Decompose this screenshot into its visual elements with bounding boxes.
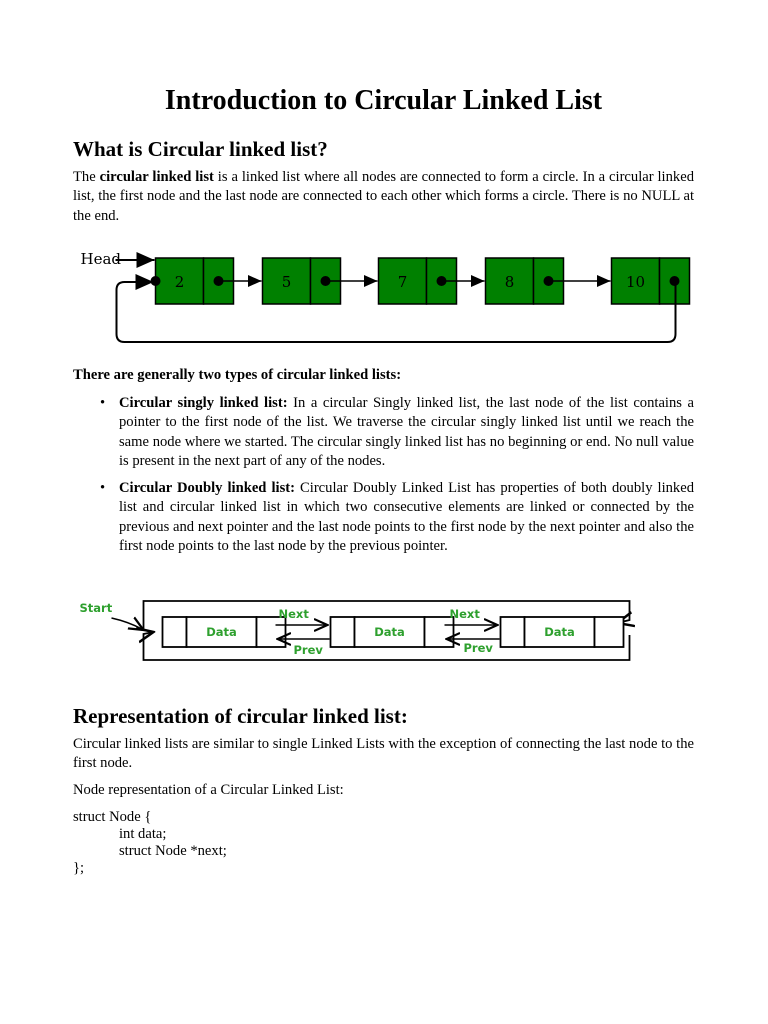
code-line: struct Node *next;: [119, 843, 227, 859]
node-value: 8: [504, 273, 515, 291]
bullet: •: [100, 480, 106, 497]
intro-bold-term: circular linked list: [99, 169, 214, 185]
list-item-singly: [73, 394, 694, 471]
start-label: Start: [79, 601, 113, 615]
types-heading: [73, 366, 694, 385]
code-line: };: [73, 860, 85, 876]
item-bold: Circular singly linked list:: [119, 395, 288, 411]
section-heading-representation: Representation of circular linked list:: [73, 704, 408, 728]
code-block: [73, 809, 694, 877]
bullet: •: [100, 395, 106, 411]
list-node: [612, 258, 690, 304]
intro-paragraph: [73, 168, 694, 226]
types-heading-text: There are generally two types of circular linked lists:: [73, 367, 402, 383]
item-text: In a circular Singly linked list, the last node of the list contains a pointer to the first node of the list. We traverse the circular singly linked list until we reach the same node where we started. The circular singly linked list has no beginning or end. No null value is present in the next part of any of the nodes.: [119, 395, 694, 469]
doubly-node: [331, 617, 454, 647]
doubly-node: [501, 617, 624, 647]
node-data-label: Data: [544, 625, 575, 639]
item-text: Circular Doubly Linked List has properties of both doubly linked list and circular linked list in which two consecutive elements are linked or connected by the previous and next pointer and the last node points to the first node by the next pointer and also the first node points to the last node by the previous pointer.: [119, 480, 695, 555]
section-heading-what-is: What is Circular linked list?: [73, 137, 328, 161]
head-label: Head: [80, 250, 122, 268]
prev-label: Prev: [463, 641, 493, 655]
node-data-label: Data: [206, 625, 237, 639]
circular-doubly-list-diagram: [77, 596, 698, 668]
next-label: Next: [278, 607, 309, 621]
node-value: 7: [397, 273, 408, 291]
doubly-node: [163, 617, 286, 647]
types-list: [73, 394, 694, 556]
node-representation-paragraph: Node representation of a Circular Linked List:: [73, 782, 344, 798]
item-bold: Circular Doubly linked list:: [119, 480, 295, 497]
code-line: struct Node {: [73, 809, 152, 825]
page-title: Introduction to Circular Linked List: [164, 85, 603, 116]
intro-post: is a linked list where all nodes are connected to form a circle. In a circular linked list, the first node and the last node are connected to each other which forms a circle. There is no NULL at the end.: [73, 169, 694, 224]
node-value: 2: [174, 273, 185, 291]
representation-paragraph: Circular linked lists are similar to single Linked Lists with the exception of connecting the last node to the first node.: [73, 736, 694, 772]
node-value: 5: [281, 273, 292, 291]
prev-label: Prev: [293, 643, 323, 657]
code-line: int data;: [119, 826, 167, 842]
circular-singly-list-diagram: [77, 246, 698, 348]
list-item-doubly: [73, 479, 694, 556]
node-value: 10: [625, 273, 646, 291]
node-data-label: Data: [374, 625, 405, 639]
next-label: Next: [449, 607, 480, 621]
intro-pre: The: [73, 169, 100, 185]
